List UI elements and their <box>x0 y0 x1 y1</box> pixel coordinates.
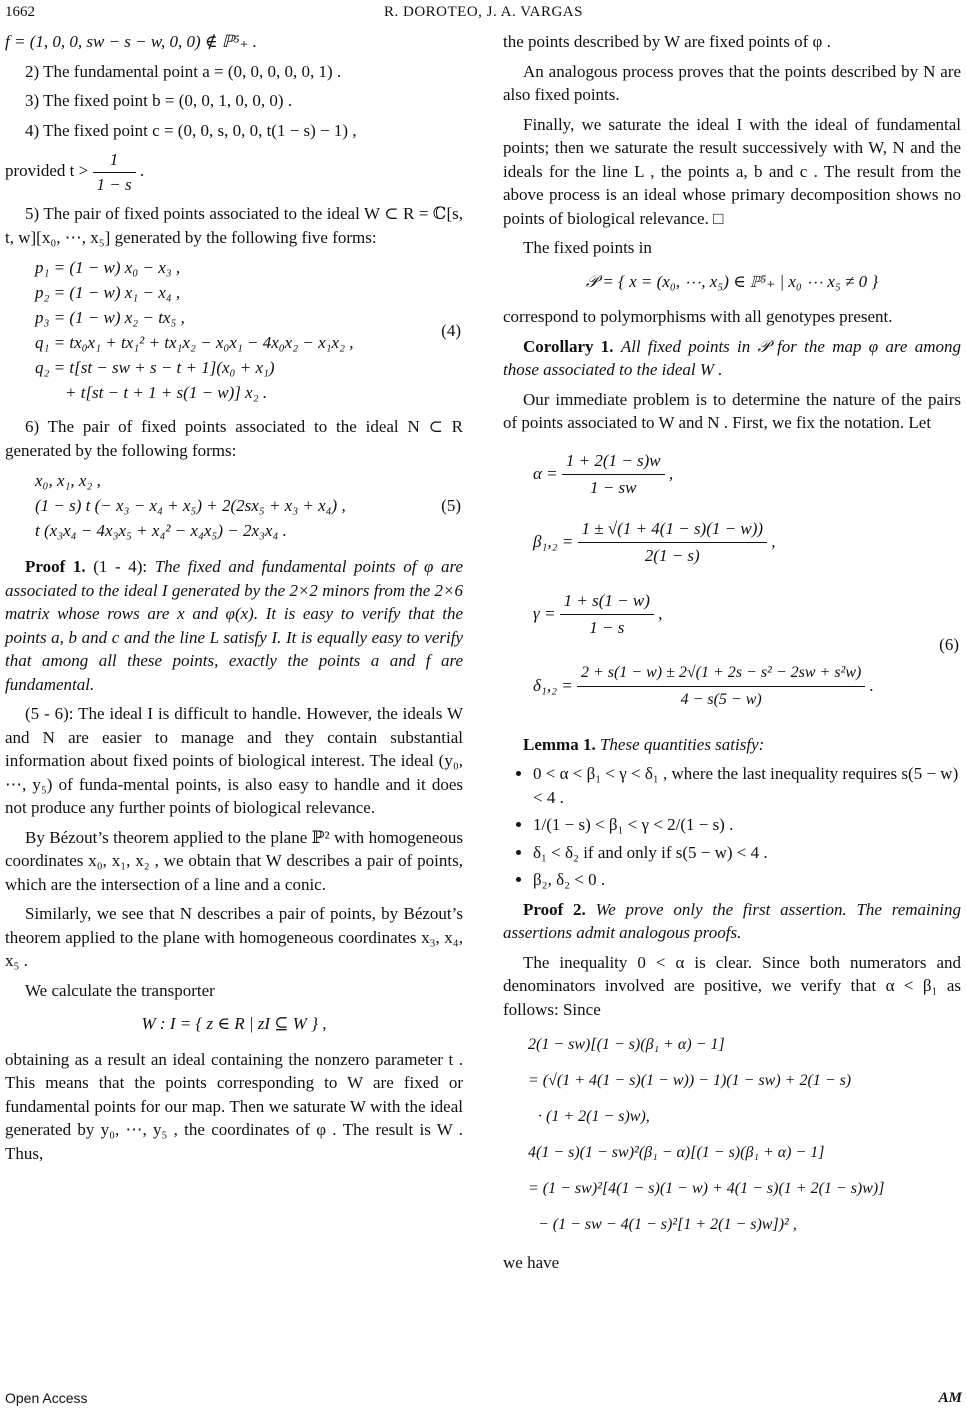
right-column <box>503 30 961 1370</box>
proof-1-paragraph <box>5 555 463 696</box>
eq4-line: p₃ = (1 − w) x₂ − tx₅ , <box>35 308 185 327</box>
equation-7 <box>503 1027 961 1243</box>
eq7-line: · (1 + 2(1 − s)w), <box>538 1108 650 1125</box>
proof-1-range: (1 - 4): <box>93 557 148 576</box>
eq6-alpha: α = $\frac{1 + 2(1 - s)w}{1 - sw}$ , <box>533 443 961 505</box>
eq7-line: = (1 − sw)²[4(1 − s)(1 − w) + 4(1 − s)(1 + 2(1 − s)w)] <box>528 1180 885 1197</box>
eq5-line: t (x₃x₄ − 4x₃x₅ + x₄² − x₄x₅) − 2x₃x₄ . <box>35 521 287 540</box>
paragraph-transporter-intro: We calculate the transporter <box>25 980 215 1000</box>
proof-1-body: The fixed and fundamental points of φ are associated to the ideal I generated by the 2×2 minors from the 2×6 matrix whose rows are x and φ(x). It is easy to verify that the points a, b and c and the line L satisfy I. It is equally easy to verify that among all these points, exactly the points a and f are fundamental. <box>5 557 464 694</box>
proof-2 <box>503 898 961 945</box>
corollary-heading: Corollary 1. <box>523 336 614 356</box>
eq6-delta: δ₁,₂ = $\frac{\text{2 + s(1 − w) ± 2√(1 + 2s − s² − 2sw + s²w)}}{4 - s(5 - w)}$ . <box>533 649 961 723</box>
corollary-body: All fixed points in 𝒫 for the map φ are among those associated to the ideal W . <box>503 336 962 379</box>
list-item: • 1/(1 − s) < β₁ < γ < 2/(1 − s) . <box>533 813 961 837</box>
page-header <box>0 4 967 30</box>
fixed-point-c: 4) The fixed point c = (0, 0, s, 0, 0, t(1 − s) − 1) , <box>25 120 357 140</box>
paragraph-bezout-N: Similarly, we see that N describes a pair of points, by Bézout’s theorem applied to the plane with homogeneous coordinates x₃, x₄, x₅ . <box>5 904 463 970</box>
eq6-gamma: γ = $\frac{1 + s(1 - w)}{1 - s}$ , <box>533 579 961 649</box>
provided-fraction: $\frac{1}{1 - s}$ <box>93 148 136 196</box>
eq4-line: p₂ = (1 − w) x₁ − x₄ , <box>35 283 181 302</box>
equation-5 <box>5 468 463 543</box>
corollary-1 <box>503 335 961 382</box>
proof-2-heading: Proof 2. <box>523 899 586 919</box>
list-item: • δ₁ < δ₂ if and only if s(5 − w) < 4 . <box>533 841 961 865</box>
proof-2-body: We prove only the first assertion. The remaining assertions admit analogous proofs. <box>503 899 961 942</box>
fundamental-point-f: f = (1, 0, 0, sw − s − w, 0, 0) ∉ ℙ⁵₊ . <box>5 32 257 51</box>
paragraph-saturation: Finally, we saturate the ideal I with the ideal of fundamental points; then we saturate the result successively with W, N and the ideals for the line L , the points a, b and c . The result from the above process is an ideal whose primary decomposition shows no points of biological relevance. □ <box>503 114 961 228</box>
paragraph-we-have: we have <box>503 1253 560 1272</box>
equation-number-6: (6) <box>939 634 959 654</box>
eq7-line: = (√(1 + 4(1 − s)(1 − w)) − 1)(1 − sw) + 2(1 − s) <box>528 1072 852 1089</box>
provided-condition: provided t > $\frac{1}{1 - s}$ . <box>5 148 463 196</box>
eq5-line: (1 − s) t (− x₃ − x₄ + x₅) + 2(2sx₅ + x₃ + x₄) , <box>35 496 346 515</box>
paragraph-notation: Our immediate problem is to determine the nature of the pairs of points associated to W and N . First, we fix the notation. Let <box>503 389 961 432</box>
left-column <box>5 30 463 1370</box>
paragraph-ideals: (5 - 6): The ideal I is difficult to handle. However, the ideals W and N are easier to manage and they contain substantial information about fixed points of biological interest. The ideal (y₀, ⋯, y₅) of funda-mental points, is also easy to handle and it does not produce any further points of biological relevance. <box>5 704 463 817</box>
fixed-point-set: 𝒫 = { x = (x₀, ⋯, x₅) ∈ ℙ⁵₊ | x₀ ⋯ x₅ ≠ 0 } <box>585 271 879 291</box>
fundamental-point-a: 2) The fundamental point a = (0, 0, 0, 0, 0, 1) . <box>25 61 342 81</box>
eq4-line: + t[st − t + 1 + s(1 − w)] x₂ . <box>65 383 268 402</box>
eq6-beta: β₁,₂ = $\frac{1 \pm √(1 + 4(1 - s)(1 - w))}{2(1 - s)}$ , <box>533 505 961 579</box>
transporter-equation: W : I = { z ∈ R | zI ⊆ W } , <box>141 1014 327 1033</box>
eq7-line: 2(1 − sw)[(1 − s)(β₁ + α) − 1] <box>528 1036 725 1053</box>
pair-W-intro: 5) The pair of fixed points associated to the ideal W ⊂ R = ℂ[s, t, w][x₀, ⋯, x₅] generated by the following five forms: <box>5 204 463 247</box>
pair-N-intro: 6) The pair of fixed points associated to the ideal N ⊂ R generated by the following forms: <box>5 417 463 460</box>
paragraph-W-fixed: the points described by W are fixed points of φ . <box>503 32 831 51</box>
eq7-line: 4(1 − s)(1 − sw)²(β₁ − α)[(1 − s)(β₁ + α) − 1] <box>528 1144 825 1161</box>
paragraph-inequality: The inequality 0 < α is clear. Since both numerators and denominators involved are positive, we verify that α < β₁ as follows: Since <box>503 952 961 1019</box>
eq4-line: p₁ = (1 − w) x₀ − x₃ , <box>35 258 181 277</box>
running-title: R. DOROTEO, J. A. VARGAS <box>384 4 583 20</box>
equation-6 <box>503 443 961 723</box>
equation-number-5: (5) <box>441 496 461 515</box>
eq4-line: q₁ = tx₀x₁ + tx₁² + tx₁x₂ − x₀x₁ − 4x₀x₂ − x₁x₂ , <box>35 333 354 352</box>
eq4-line: q₂ = t[st − sw + s − t + 1](x₀ + x₁) <box>35 358 275 377</box>
lemma-body: These quantities satisfy: <box>599 734 765 754</box>
paragraph-bezout-W: By Bézout’s theorem applied to the plane ℙ² with homogeneous coordinates x₀, x₁, x₂ , we obtain that W describes a pair of points, which are the intersection of a line and a conic. <box>5 827 463 894</box>
page-number: 1662 <box>5 4 35 20</box>
equation-4 <box>5 255 463 405</box>
paragraph-N-fixed: An analogous process proves that the points described by N are also fixed points. <box>503 61 961 104</box>
list-item: • β₂, δ₂ < 0 . <box>533 868 961 892</box>
proof-1-heading: Proof 1. <box>25 557 86 576</box>
eq7-line: − (1 − sw − 4(1 − s)²[1 + 2(1 − s)w])² , <box>538 1216 797 1233</box>
open-access-label: Open Access <box>5 1390 88 1406</box>
lemma-heading: Lemma 1. <box>523 734 596 754</box>
lemma-list <box>503 762 961 892</box>
paragraph-polymorphisms: correspond to polymorphisms with all genotypes present. <box>503 307 893 326</box>
page-footer <box>5 1390 962 1412</box>
list-item: • 0 < α < β₁ < γ < δ₁ , where the last inequality requires s(5 − w) < 4 . <box>533 762 961 809</box>
lemma-1 <box>503 733 961 757</box>
fixed-point-b: 3) The fixed point b = (0, 0, 1, 0, 0, 0) . <box>25 91 293 110</box>
equation-number-4: (4) <box>441 321 461 340</box>
eq5-line: x₀, x₁, x₂ , <box>35 471 101 490</box>
paragraph-fixed-points-in: The fixed points in <box>523 238 652 257</box>
provided-text: provided t > <box>5 160 89 180</box>
paragraph-transporter-result: obtaining as a result an ideal containing the nonzero parameter t . This means that the points corresponding to W are fixed or fundamental points for our map. Then we saturate W with the ideal generated by y₀, ⋯, y₅ , the coordinates of φ . The result is W . Thus, <box>5 1049 463 1163</box>
journal-abbreviation: AM <box>938 1390 962 1406</box>
